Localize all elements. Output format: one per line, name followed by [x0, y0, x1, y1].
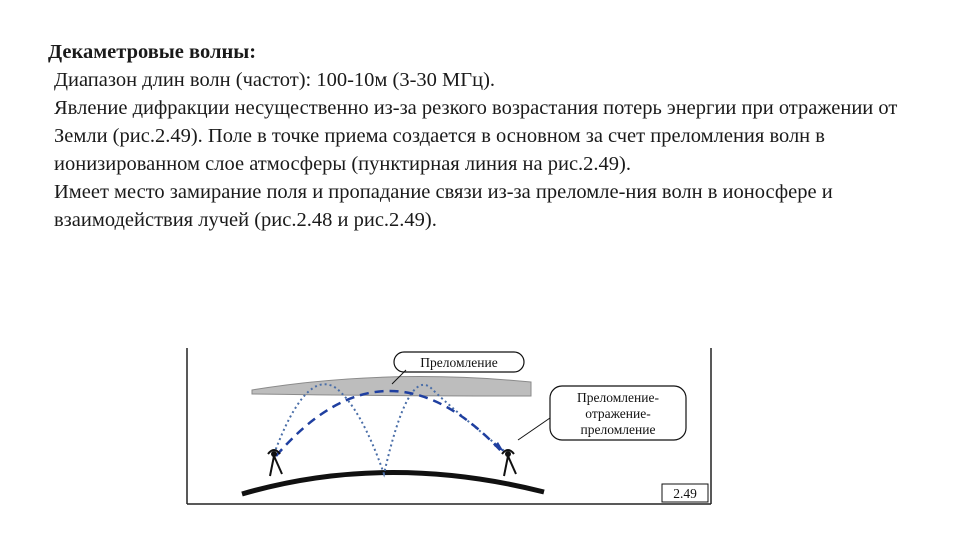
slide-heading: Декаметровые волны:: [48, 41, 257, 63]
callout-refraction-text: Преломление: [420, 355, 498, 370]
paragraph-fading: Имеет место замирание поля и пропадание связи из-за преломле-ния волн в ионосфере и взаимодействия лучей (рис.2.48 и рис.2.49).: [54, 181, 833, 231]
paragraph-wavelength-range: Диапазон длин волн (частот): 100-10м (3-30 МГц).: [54, 69, 496, 91]
refracted-ray-path: [276, 391, 502, 456]
callout-multi-pointer: [518, 418, 550, 440]
figure-number-text: 2.49: [673, 486, 697, 501]
figure-wave-propagation: [186, 348, 712, 508]
callout-multi-line2: отражение-: [585, 406, 651, 421]
receive-antenna-icon: [502, 450, 516, 476]
reflected-ray-path: [274, 384, 508, 474]
transmit-antenna-icon: [268, 450, 282, 476]
earth-surface: [242, 472, 544, 494]
callout-multi-line3: преломление: [580, 422, 656, 437]
paragraph-diffraction: Явление дифракции несущественно из-за резкого возрастания потерь энергии при отражении от Земли (рис.2.49). Поле в точке приема создается в основном за счет преломления волн в ионизированном слое атмосферы (пунктирная линия на рис.2.49).: [54, 97, 898, 175]
slide-text-block: [48, 38, 928, 234]
ionosphere-layer: [252, 377, 531, 396]
callout-multi-line1: Преломление-: [577, 390, 659, 405]
